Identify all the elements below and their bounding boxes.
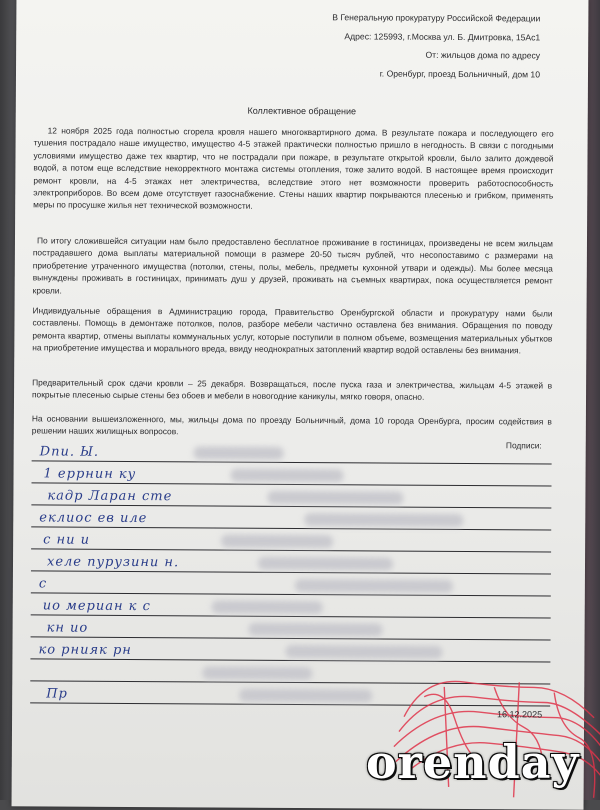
signature-line [31,614,551,618]
sender-line: От: жильцов дома по адресу [425,49,541,61]
handwritten-signature: Dnu. Ы. [39,444,100,460]
document-page [12,0,589,810]
redaction-blur [295,579,453,593]
redaction-blur [194,446,284,460]
paragraph-4: Предварительный срок сдачи кровли – 25 декабря. Возвращаться, после пуска газа и электричества, жильцам 4-5 этажей в покрытые плесенью сырые стены без обоев и мебели в новогодние каникулы, мягко говоря, опасно. [32,377,553,403]
handwritten-signature: кадр Ларан сте [47,488,173,505]
handwritten-signature: кн ио [46,620,89,636]
recipient-line: В Генеральную прокуратуру Российской Федерации [332,12,541,24]
handwritten-signature: еклиос ев иле [39,510,148,527]
signature-line [31,504,551,508]
handwritten-signature: ио мериан к с [42,598,151,615]
signature-line [31,526,551,530]
redaction-blur [239,689,372,703]
document-title: Коллективное обращение [247,105,357,117]
redaction-blur [202,666,312,680]
signature-line [31,482,551,486]
redaction-blur [304,513,463,527]
paragraph-1: 12 ноября 2025 года полностью сгорела кровля нашего многоквартирного дома. В результате пожара и последующего его тушения пострадало наше имущество, имущество 4-5 этажей практически полностью пришло в негодность. В связи с погодными условиями имущество даже тех квартир, что не пострадали при пожаре, в результате открытой кровли, было залито дождевой водой, а потом еще вследствие некорректного монтажа системы отопления, тоже залито водой. В настоящее время происходит ремонт кровли, на 4-5 этажах нет электричества, вследствие этого нет возможности проверить работоспособность электроприборов. Во всем доме отсутствует газоснабжение. Стены наших квартир покрываются плесенью и грибком, применять меры по просушке жилья нет технической возможности. [33,125,554,212]
orenday-watermark: orenday [366,735,580,789]
redaction-blur [231,469,344,483]
redaction-blur [249,623,383,637]
signature-line [31,570,551,574]
signatures-label: Подписи: [505,440,542,451]
redaction-blur [221,535,333,549]
handwritten-signature: ко рнияк рн [38,642,132,658]
paragraph-5: На основании вышеизложенного, мы, жильцы дома по проезду Больничный, дома 10 города Оренбурга, просим содействия в решении наших жилищных вопросов. [31,413,552,437]
handwritten-signature: с [38,576,48,592]
redaction-blur [267,491,403,505]
redaction-blur [212,600,323,614]
paragraph-3: Индивидуальные обращения в Администрацию города, Правительство Оренбургской области и прокуратуру нами были составлены. Помощь в демонтаже потолков, полов, разборе мебели частично оставлена без внимания. Обращения по поводу ремонта квартир, отмены выплаты коммунальных услуг, которые поступили в полном объеме, возмещения материальных убытков на приобретение имущества и морального вреда, ввиду неоднократных затоплений квартир водой оставлены без внимания. [32,305,553,356]
handwritten-signature: 1 еррнин ку [43,466,137,483]
signature-line [32,460,552,464]
signature-line [31,592,551,596]
recipient-address: Адрес: 125993, г.Москва ул. Б. Дмитровка, 15Ас1 [344,31,541,43]
signature-line [31,548,551,552]
handwritten-signature: Пр [46,686,68,702]
handwritten-signature: с ни и [43,532,91,548]
document-date: 16.12.2025 [497,709,543,720]
paragraph-2: По итогу сложившейся ситуации нам было предоставлено бесплатное проживание в гостиницах, произведены не всем жильцам пострадавшего дома выплаты материальной помощи в размере 20-50 тысяч рублей, что несопоставимо с размерами на приобретение утраченного имущества (потолки, стены, полы, мебель, предметы кухонной утвари и одежды). Мы более месяца вынуждены проживать в гостиницах, принимать душ у друзей, проживать на съемных квартирах, пока осуществляется ремонт кровли. [32,235,554,296]
redaction-blur [258,557,393,571]
sender-address: г. Оренбург, проезд Больничный, дом 10 [379,68,541,80]
handwritten-signature: хеле пурузини н. [46,554,180,571]
signature-line [31,636,551,640]
